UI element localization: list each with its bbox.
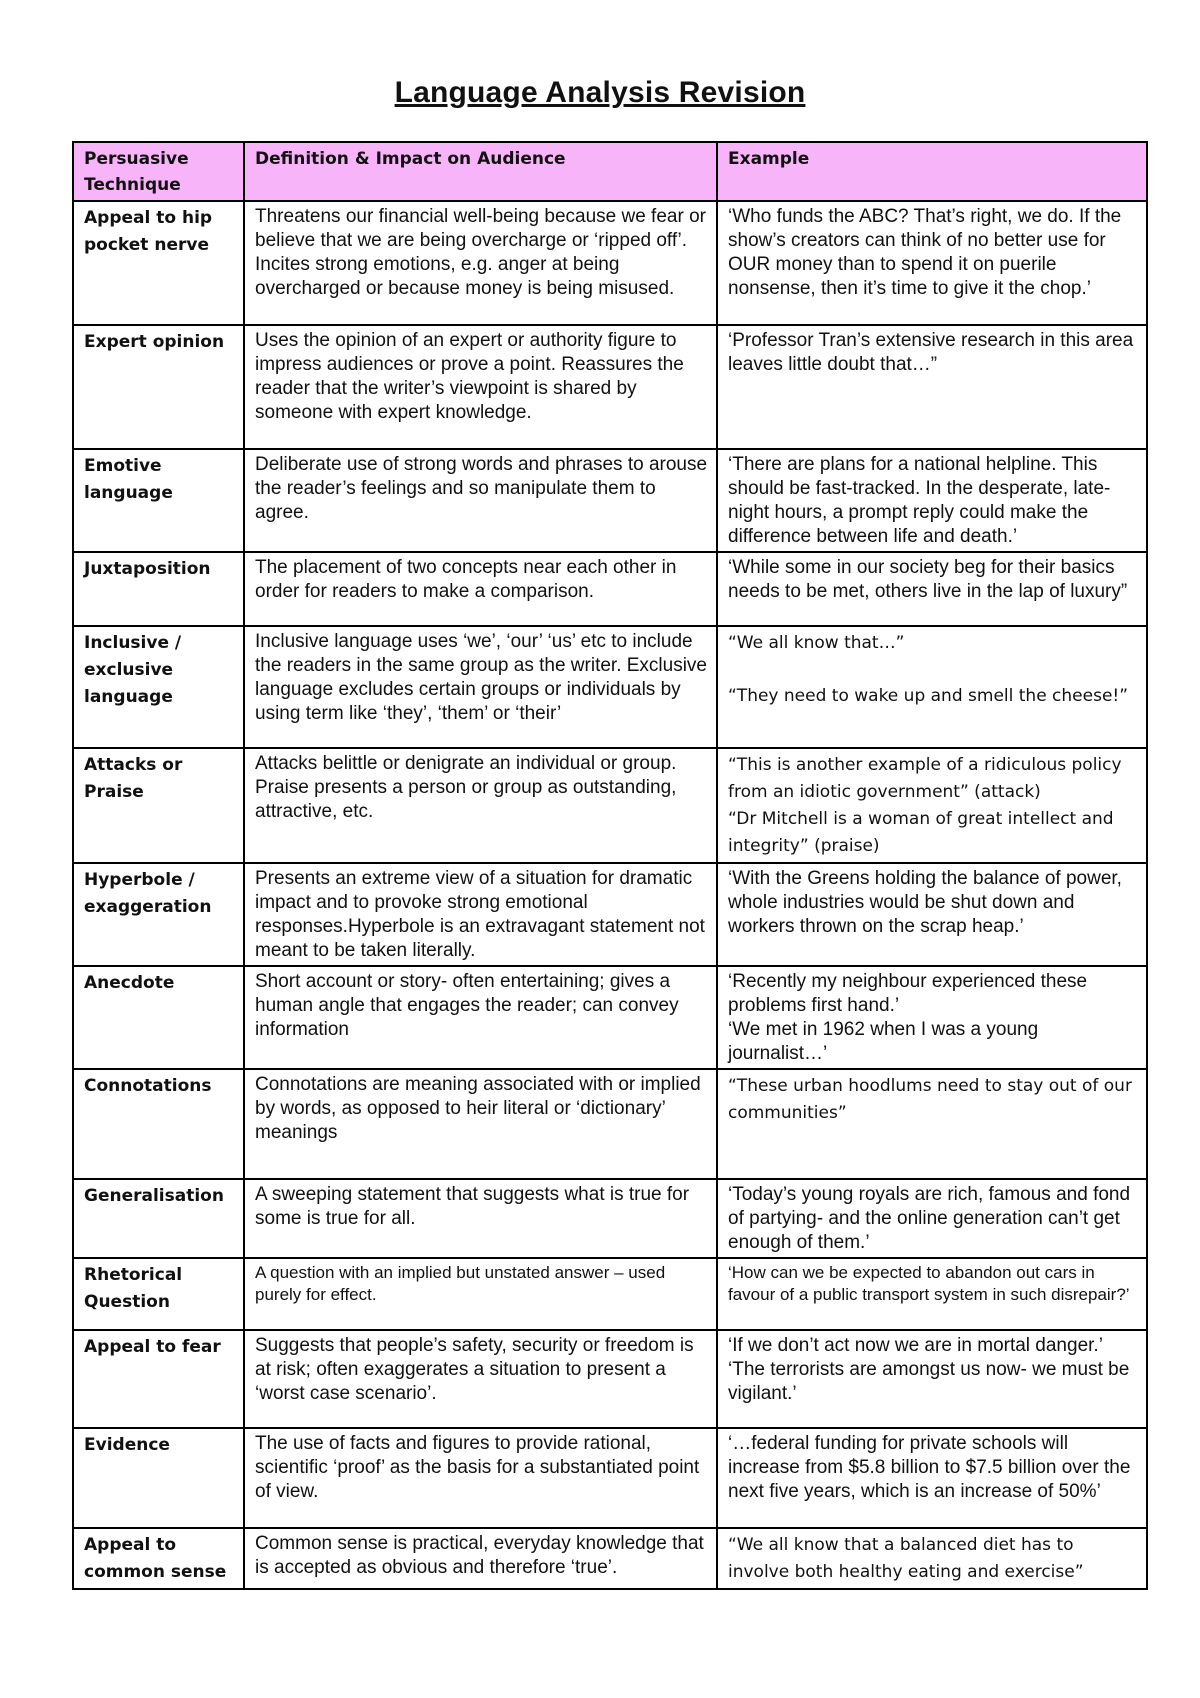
definition-cell: The use of facts and figures to provide rational, scientific ‘proof’ as the basis for a substantiated point of view. [244, 1428, 717, 1528]
table-row [73, 966, 1147, 1069]
header-technique: Persuasive Technique [73, 142, 244, 201]
technique-cell: Inclusive / exclusive language [73, 626, 244, 748]
definition-cell: Suggests that people’s safety, security or freedom is at risk; often exaggerates a situation to present a ‘worst case scenario’. [244, 1330, 717, 1428]
example-cell: ‘How can we be expected to abandon out cars in favour of a public transport system in such disrepair?’ [717, 1258, 1147, 1330]
definition-cell: Deliberate use of strong words and phrases to arouse the reader’s feelings and so manipulate them to agree. [244, 449, 717, 552]
example-cell [717, 626, 1147, 748]
table-row [73, 1428, 1147, 1528]
example-cell: “These urban hoodlums need to stay out of our communities” [717, 1069, 1147, 1179]
technique-cell: Anecdote [73, 966, 244, 1069]
example-line: “We all know that…” [728, 633, 905, 653]
table-row [73, 1528, 1147, 1589]
table-row [73, 1069, 1147, 1179]
technique-cell: Appeal to common sense [73, 1528, 244, 1589]
definition-cell: Presents an extreme view of a situation for dramatic impact and to provoke strong emotional responses.Hyperbole is an extravagant statement not meant to be taken literally. [244, 863, 717, 966]
technique-cell: Connotations [73, 1069, 244, 1179]
definition-cell: Common sense is practical, everyday knowledge that is accepted as obvious and therefore ‘true’. [244, 1528, 717, 1589]
example-cell: ‘There are plans for a national helpline. This should be fast-tracked. In the desperate, late-night hours, a prompt reply could make the difference between life and death.’ [717, 449, 1147, 552]
technique-cell: Generalisation [73, 1179, 244, 1258]
example-cell: ‘Today’s young royals are rich, famous and fond of partying- and the online generation can’t get enough of them.’ [717, 1179, 1147, 1258]
revision-table [72, 141, 1148, 1590]
technique-cell: Attacks or Praise [73, 748, 244, 863]
example-cell: ‘Who funds the ABC? That’s right, we do. If the show’s creators can think of no better use for OUR money than to spend it on puerile nonsense, then it’s time to give it the chop.’ [717, 201, 1147, 325]
example-cell: ‘With the Greens holding the balance of power, whole industries would be shut down and workers thrown on the scrap heap.’ [717, 863, 1147, 966]
example-line: “They need to wake up and smell the cheese!” [728, 686, 1129, 706]
example-line: “Dr Mitchell is a woman of great intellect and integrity” (praise) [728, 809, 1119, 856]
example-cell: ‘Professor Tran’s extensive research in this area leaves little doubt that…” [717, 325, 1147, 449]
table-row [73, 1179, 1147, 1258]
definition-cell: Inclusive language uses ‘we’, ‘our’ ‘us’ etc to include the readers in the same group as the writer. Exclusive language excludes certain groups or individuals by using term like ‘they’, ‘them’ or ‘their’ [244, 626, 717, 748]
definition-cell: The placement of two concepts near each other in order for readers to make a comparison. [244, 552, 717, 626]
example-line: ‘Recently my neighbour experienced these problems first hand.’ [728, 971, 1093, 1016]
technique-cell: Emotive language [73, 449, 244, 552]
definition-cell: Connotations are meaning associated with or implied by words, as opposed to heir literal or ‘dictionary’ meanings [244, 1069, 717, 1179]
example-line: ‘We met in 1962 when I was a young journalist…’ [728, 1019, 1044, 1064]
table-row [73, 626, 1147, 748]
definition-cell: Attacks belittle or denigrate an individual or group. Praise presents a person or group as outstanding, attractive, etc. [244, 748, 717, 863]
header-definition: Definition & Impact on Audience [244, 142, 717, 201]
table-row [73, 449, 1147, 552]
example-cell: “We all know that a balanced diet has to involve both healthy eating and exercise” [717, 1528, 1147, 1589]
table-row [73, 748, 1147, 863]
header-example: Example [717, 142, 1147, 201]
example-line: ‘If we don’t act now we are in mortal danger.’ [728, 1335, 1103, 1356]
definition-cell: A sweeping statement that suggests what is true for some is true for all. [244, 1179, 717, 1258]
table-row [73, 201, 1147, 325]
example-cell: ‘While some in our society beg for their basics needs to be met, others live in the lap of luxury” [717, 552, 1147, 626]
example-line: ‘The terrorists are amongst us now- we must be vigilant.’ [728, 1359, 1135, 1404]
example-cell [717, 748, 1147, 863]
example-cell [717, 1330, 1147, 1428]
definition-cell: Uses the opinion of an expert or authority figure to impress audiences or prove a point. Reassures the reader that the writer’s viewpoint is shared by someone with expert knowledge. [244, 325, 717, 449]
table-header-row [73, 142, 1147, 201]
page-title: Language Analysis Revision [394, 76, 806, 109]
technique-cell: Juxtaposition [73, 552, 244, 626]
table-row [73, 863, 1147, 966]
technique-cell: Expert opinion [73, 325, 244, 449]
example-line: “This is another example of a ridiculous policy from an idiotic government” (attack) [728, 755, 1127, 802]
table-row [73, 552, 1147, 626]
technique-cell: Appeal to fear [73, 1330, 244, 1428]
table-row [73, 1330, 1147, 1428]
technique-cell: Hyperbole / exaggeration [73, 863, 244, 966]
technique-cell: Rhetorical Question [73, 1258, 244, 1330]
example-cell: ‘…federal funding for private schools will increase from $5.8 billion to $7.5 billion over the next five years, which is an increase of 50%’ [717, 1428, 1147, 1528]
example-cell [717, 966, 1147, 1069]
technique-cell: Appeal to hip pocket nerve [73, 201, 244, 325]
table-row [73, 1258, 1147, 1330]
definition-cell: Short account or story- often entertaining; gives a human angle that engages the reader; can convey information [244, 966, 717, 1069]
definition-cell: Threatens our financial well-being because we fear or believe that we are being overcharge or ‘ripped off’. Incites strong emotions, e.g. anger at being overcharged or because money is being misused. [244, 201, 717, 325]
technique-cell: Evidence [73, 1428, 244, 1528]
definition-cell: A question with an implied but unstated answer – used purely for effect. [244, 1258, 717, 1330]
table-row [73, 325, 1147, 449]
